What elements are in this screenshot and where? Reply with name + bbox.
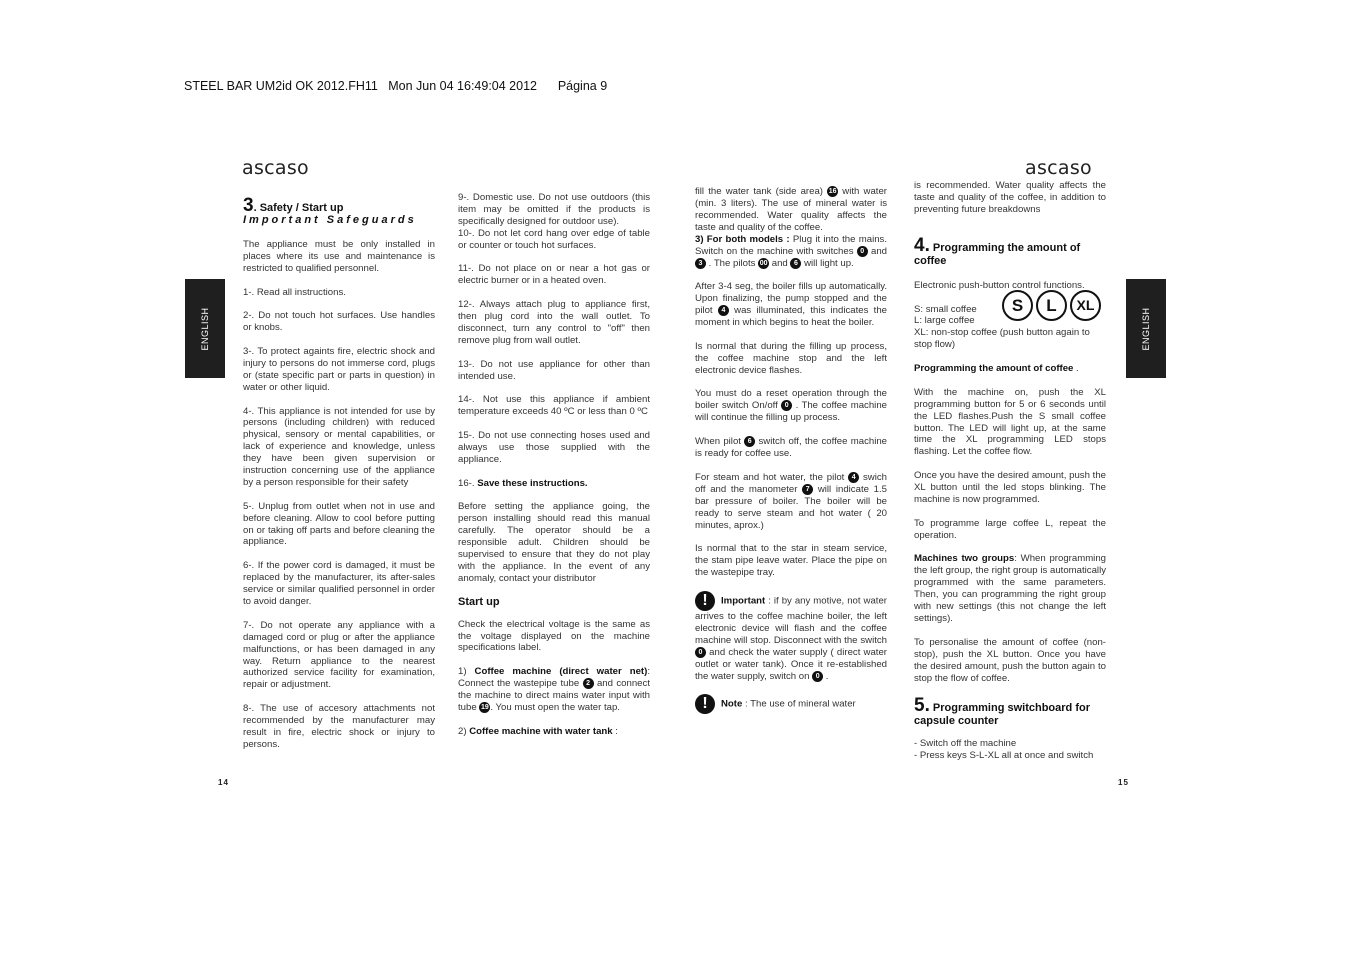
paragraph: Once you have the desired amount, push the XL button until the led stops blinking. The machine is now programmed. xyxy=(914,470,1106,505)
paragraph xyxy=(695,472,887,532)
paragraph: 8-. The use of accesory attachments not recommended by the manufacturer may result in fire, electric shock or injury to persons. xyxy=(243,703,435,750)
bold-text: Save these instructions. xyxy=(477,477,588,489)
number-badge: 16 xyxy=(828,188,837,195)
paragraph: 15-. Do not use connecting hoses used and always use those supplied with the appliance. xyxy=(458,430,650,465)
section-3-heading xyxy=(243,196,435,215)
number-badge: 0 xyxy=(812,671,823,682)
language-tab-right xyxy=(1126,279,1166,378)
page-number-left: 14 xyxy=(218,778,229,787)
column-2 xyxy=(458,192,650,738)
text: 1) xyxy=(458,666,475,678)
text: will light up. xyxy=(801,257,854,269)
number-badge: 0 xyxy=(781,400,792,411)
legend-large: L: large coffee xyxy=(914,315,975,327)
bold-text: Coffee machine (direct water net) xyxy=(474,666,648,678)
number-badge: 4 xyxy=(848,472,859,483)
section-4-heading xyxy=(914,236,1106,268)
text: : xyxy=(612,725,618,737)
paragraph: 11-. Do not place on or near a hot gas or electric burner or in a heated oven. xyxy=(458,263,650,287)
paragraph xyxy=(914,553,1106,624)
paragraph: 12-. Always attach plug to appliance first, then plug cord into the wall outlet. To disconnect, turn any control to "off" then remove plug from wall outlet. xyxy=(458,299,650,346)
text: was illuminated, this indicates the moment in which begins to heat the boiler. xyxy=(695,305,888,329)
number-badge: 7 xyxy=(802,484,813,495)
text: You must do a reset operation through the boiler switch On/off xyxy=(695,388,887,412)
bold-text: Programming the amount of coffee xyxy=(914,363,1074,375)
text: After 3-4 seg, the boiler fills up automatically. Upon finalizing, the pump stopped and the pilot xyxy=(695,281,887,317)
text: with water (min. 3 liters). The use of mineral water is recommended. Water quality affects the taste and quality of the coffee. xyxy=(695,186,887,233)
warning-icon: ! xyxy=(695,591,715,611)
column-1 xyxy=(243,196,435,751)
paragraph: 10-. Do not let cord hang over edge of table or counter or touch hot surfaces. xyxy=(458,227,650,251)
paragraph: 13-. Do not use appliance for other than intended use. xyxy=(458,358,650,382)
number-badge: 3 xyxy=(695,258,706,269)
section-title: Programming the amount of coffee xyxy=(914,241,1081,267)
number-badge: 00 xyxy=(759,259,768,267)
start-up-heading: Start up xyxy=(458,595,500,608)
paragraph xyxy=(695,186,887,234)
paragraph: 1-. Read all instructions. xyxy=(243,286,346,298)
paragraph xyxy=(458,726,650,738)
page-number-right: 15 xyxy=(1118,778,1129,787)
language-tab-label: ENGLISH xyxy=(1141,306,1151,351)
xl-coffee-button-icon: XL xyxy=(1070,290,1101,321)
number-badge: 0 xyxy=(695,647,706,658)
paragraph: 6-. If the power cord is damaged, it must be replaced by the manufacturer, its after-sales service or similar qualified personnel in order to avoid danger. xyxy=(243,560,435,607)
paragraph xyxy=(695,436,887,460)
paragraph xyxy=(695,281,887,329)
large-coffee-button-icon: L xyxy=(1036,290,1067,321)
text: and xyxy=(867,245,887,257)
text: and xyxy=(769,257,791,269)
text: swich off and the manometer xyxy=(695,471,887,495)
paragraph xyxy=(695,388,887,424)
paragraph: 2-. Do not touch hot surfaces. Use handles or knobs. xyxy=(243,310,435,334)
column-4 xyxy=(914,180,1106,762)
section-title: . Safety / Start up xyxy=(253,202,344,214)
paragraph: Is normal that during the filling up process, the coffee machine stop and the left electronic device flashes. xyxy=(695,340,887,376)
text: 2) xyxy=(458,725,470,737)
paragraph: Is normal that to the star in steam service, the stam pipe leave water. Place the pipe on the wastepipe tray. xyxy=(695,543,887,579)
paragraph xyxy=(914,363,1106,375)
section-title: Programming switchboard for capsule counter xyxy=(914,702,1090,728)
bold-text: 3) For both models : xyxy=(695,233,793,245)
text: . xyxy=(1073,363,1079,375)
number-badge: 4 xyxy=(718,305,729,316)
paragraph: 7-. Do not operate any appliance with a damaged cord or plug or after the appliance malfunctions, or has been damaged in any way. Return appliance to the nearest authorized service facility for examination, repair or adjustment. xyxy=(243,619,435,691)
paragraph: Check the electrical voltage is the same as the voltage displayed on the machine specifications label. xyxy=(458,618,650,654)
bold-text: Important xyxy=(721,595,766,607)
paragraph xyxy=(458,666,650,714)
text: : Connect the wastepipe tube xyxy=(458,666,650,690)
paragraph: 9-. Domestic use. Do not use outdoors (this item may be omitted if the products is specifically designed for outdoor use). xyxy=(458,192,650,227)
paragraph: Electronic push-button control functions. xyxy=(914,279,1085,291)
text: and connect the machine to direct mains water input with tube xyxy=(458,678,650,713)
text: . xyxy=(823,670,829,682)
text: : The use of mineral water xyxy=(742,698,856,710)
text: When pilot xyxy=(695,436,745,448)
brand-logo-left: ascaso xyxy=(242,157,309,179)
section-5-heading xyxy=(914,696,1106,728)
text: . You must open the water tap. xyxy=(490,701,620,713)
text: fill the water tank (side area) xyxy=(695,186,828,198)
number-badge: 2 xyxy=(583,678,594,689)
warning-icon: ! xyxy=(695,694,715,714)
section-number: 4. xyxy=(914,234,930,256)
paragraph: 3-. To protect againts fire, electric shock and injury to persons do not immerse cord, plugs or (state specific part or parts in question) in water or other liquid. xyxy=(243,346,435,393)
language-tab-left xyxy=(185,279,225,378)
small-coffee-button-icon: S xyxy=(1002,290,1033,321)
number-badge: 6 xyxy=(744,436,755,447)
paragraph: To personalise the amount of coffee (non-stop), push the XL button. Once you have the desired amount, push the button again to stop the flow of coffee. xyxy=(914,636,1106,684)
paragraph: 14-. Not use this appliance if ambient temperature exceeds 40 ºC or less than 0 ºC xyxy=(458,394,650,418)
number-badge: 6 xyxy=(790,258,801,269)
legend-xl: XL: non-stop coffee (push button again to stop flow) xyxy=(914,327,1090,351)
text: For steam and hot water, the pilot xyxy=(695,471,849,483)
paragraph: is recommended. Water quality affects the taste and quality of the coffee, in addition to preventing future breakdowns xyxy=(914,180,1106,215)
list-item: - Press keys S-L-XL all at once and switch xyxy=(914,750,1094,762)
legend-small: S: small coffee xyxy=(914,303,977,315)
language-tab-label: ENGLISH xyxy=(200,306,210,351)
text: 16-. xyxy=(458,477,478,489)
file-header: STEEL BAR UM2id OK 2012.FH11 Mon Jun 04 16:49:04 2012 Página 9 xyxy=(184,79,608,93)
paragraph xyxy=(695,591,887,683)
text: . The pilots xyxy=(706,257,759,269)
text: : if by any motive, not water arrives to the coffee machine boiler, the left electronic device will flash and the coffee machine will stop. Disconnect with the switch xyxy=(695,595,887,646)
paragraph: With the machine on, push the XL programming button for 5 or 6 seconds until the LED flashes.Push the S small coffee button. The LED will light up, at the same time the XL programming LED stops flashing. Let the coffee flow. xyxy=(914,386,1106,458)
paragraph xyxy=(458,478,650,490)
text: and check the water supply ( direct water outlet or water tank). Once it re-established the water supply, switch on xyxy=(695,646,887,682)
text: Plug it into the mains. Switch on the machine with switches xyxy=(695,233,887,257)
paragraph: Before setting the appliance going, the person installing should read this manual carefully. The operator should be a responsible adult. Children should be supervised to ensure that they do not play with the appliance. In the event of any anomaly, contact your distributor xyxy=(458,501,650,584)
paragraph: The appliance must be only installed in places where its use and maintenance is restricted to qualified personnel. xyxy=(243,238,435,274)
bold-text: Coffee machine with water tank xyxy=(469,725,613,737)
paragraph xyxy=(695,694,887,714)
list-item: - Switch off the machine xyxy=(914,738,1017,750)
paragraph xyxy=(695,234,887,270)
text: : When programming the left group, the right group is automatically programmed with the same parameters. Then, you can programming the right group with new settings (this not change the left settings). xyxy=(914,553,1106,624)
paragraph: 4-. This appliance is not intended for use by persons (including children) with reduced physical, sensory or mental capabilities, or lack of experience and knowledge, unless they have been given supervision or instruction concerning use of the appliance by a person responsible for their safety xyxy=(243,405,435,488)
number-badge: 0 xyxy=(857,246,868,257)
paragraph: To programme large coffee L, repeat the operation. xyxy=(914,517,1106,541)
paragraph: 5-. Unplug from outlet when not in use and before cleaning. Allow to cool before putting on or taking off parts and before cleaning the appliance. xyxy=(243,500,435,548)
text: switch off, the coffee machine is ready for coffee use. xyxy=(695,436,888,460)
bold-text: Machines two groups xyxy=(914,553,1015,565)
section-subtitle: Important Safeguards xyxy=(243,214,417,226)
brand-logo-right: ascaso xyxy=(1025,157,1092,179)
number-badge: 19 xyxy=(480,703,489,711)
section-number: 5. xyxy=(914,695,930,717)
text: will indicate 1.5 bar pressure of boiler. The boiler will be ready to serve steam and hot water ( 20 minutes, aprox.) xyxy=(695,483,887,531)
column-3 xyxy=(695,186,887,714)
section-number: 3 xyxy=(243,195,254,216)
bold-text: Note xyxy=(721,698,743,710)
text: . The coffee machine will continue the filling up process. xyxy=(695,400,887,424)
